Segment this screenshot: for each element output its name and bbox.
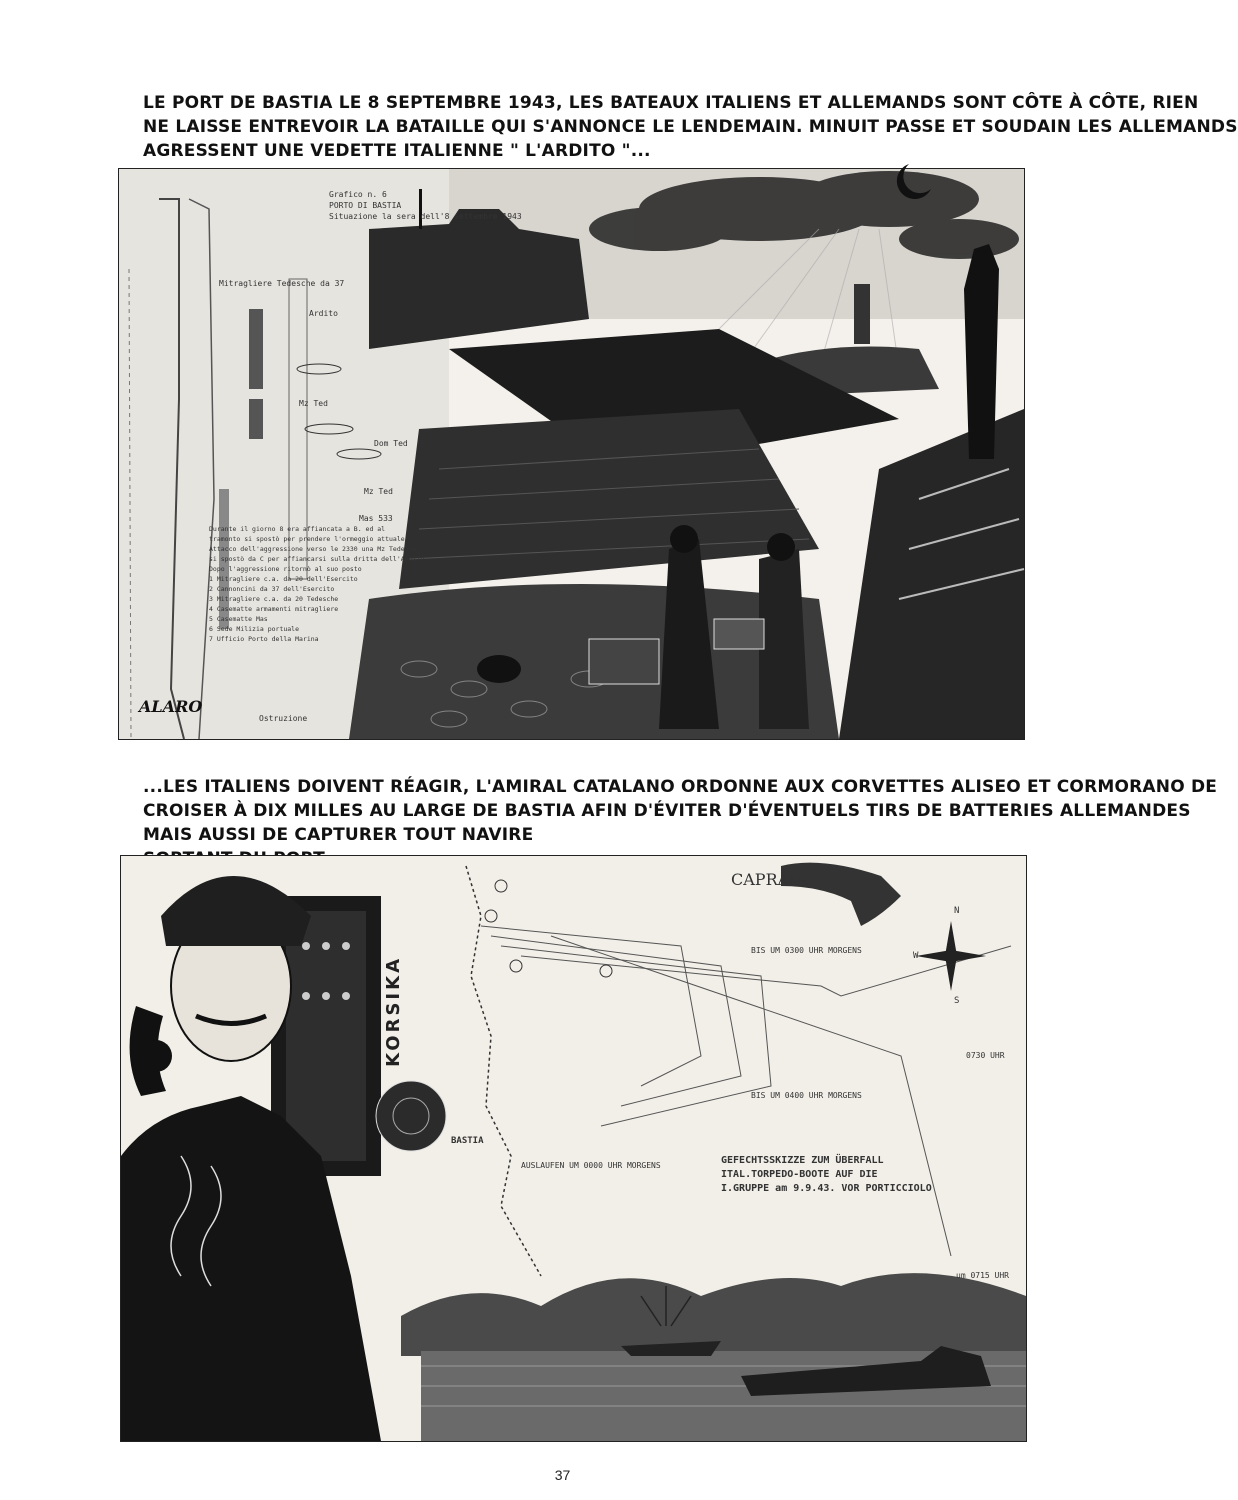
compass-south-label: S xyxy=(954,996,960,1006)
legend-line: Dopo l'aggressione ritornò al suo posto xyxy=(209,565,362,573)
panel-bastia-harbor xyxy=(118,168,1025,740)
map-header-line: Grafico n. 6 xyxy=(329,190,387,199)
legend-line: Attacco dell'aggressione verso le 2330 una Mz Tedesca xyxy=(209,545,417,553)
caption-line: MAIS AUSSI DE CAPTURER TOUT NAVIRE xyxy=(143,825,534,845)
map-header-line: PORTO DI BASTIA xyxy=(329,201,402,210)
battle-sketch-title-line: ITAL.TORPEDO-BOOTE AUF DIE xyxy=(721,1169,878,1180)
caption-line: ...LES ITALIENS DOIVENT RÉAGIR, L'AMIRAL CATALANO ORDONNE AUX CORVETTES ALISEO ET CORMORANO DE xyxy=(143,777,1218,797)
legend-line: 3 Mitragliere c.a. da 20 Tedesche xyxy=(209,595,339,603)
battle-sketch-title xyxy=(721,1154,932,1196)
map-label-time: BIS UM 0300 UHR MORGENS xyxy=(751,946,862,955)
map-label-time: um 0715 UHR xyxy=(956,1271,1009,1280)
map-label-capraia: CAPRAIA xyxy=(731,870,808,889)
map-label-time: BIS UM 0400 UHR MORGENS xyxy=(751,1091,862,1100)
map-header-line: Situazione la sera dell'8 settembre 1943 xyxy=(329,212,522,221)
map-header xyxy=(329,189,522,222)
legend-line: 2 Cannoncini da 37 dell'Esercito xyxy=(209,585,335,593)
legend-line: 5 Casematte Mas xyxy=(209,615,268,623)
caption-line: LE PORT DE BASTIA LE 8 SEPTEMBRE 1943, LES BATEAUX ITALIENS ET ALLEMANDS SONT CÔTE À CÔTE, RIEN xyxy=(143,93,1199,113)
map-label: Mz Ted xyxy=(299,399,328,408)
map-legend xyxy=(209,524,424,644)
map-label-korsika: KORSIKA xyxy=(383,956,404,1067)
map-label-time: AUSLAUFEN UM 0000 UHR MORGENS xyxy=(521,1161,661,1170)
map-label-time: 0730 UHR xyxy=(966,1051,1005,1060)
panel-admiral-battle-map xyxy=(120,855,1027,1442)
legend-line: 1 Mitragliere c.a. da 20 dell'Esercito xyxy=(209,575,358,583)
map-label-bastia: BASTIA xyxy=(451,1136,484,1146)
harbor-illustration xyxy=(119,169,1024,739)
map-label: Ardito xyxy=(309,309,338,318)
map-label: Mitragliere Tedesche da 37 xyxy=(219,279,345,288)
caption-line: AGRESSENT UNE VEDETTE ITALIENNE " L'ARDITO "... xyxy=(143,141,651,161)
legend-line: 7 Ufficio Porto della Marina xyxy=(209,635,319,643)
battle-map-illustration xyxy=(121,856,1026,1441)
map-label: Ostruzione xyxy=(259,714,308,723)
compass-west-label: W xyxy=(913,951,919,961)
page-number: 37 xyxy=(554,1467,571,1483)
compass-north-label: N xyxy=(954,906,960,916)
map-label: Mz Ted xyxy=(364,487,393,496)
caption-line: NE LAISSE ENTREVOIR LA BATAILLE QUI S'ANNONCE LE LENDEMAIN. MINUIT PASSE ET SOUDAIN LES ALLEMANDS xyxy=(143,117,1238,137)
artist-signature: ALARO xyxy=(139,697,203,716)
map-label: Dom Ted xyxy=(374,439,408,448)
legend-line: tramonto si spostò per prendere l'ormeggio attuale xyxy=(209,535,405,543)
legend-line: 4 Casematte armamenti mitragliere xyxy=(209,605,339,613)
caption-line: CROISER À DIX MILLES AU LARGE DE BASTIA AFIN D'ÉVITER D'ÉVENTUELS TIRS DE BATTERIES ALLEMANDES xyxy=(143,801,1191,821)
map-label: Mas 533 xyxy=(359,514,393,523)
legend-line: si spostò da C per affiancarsi sulla dritta dell'ARDITO xyxy=(209,555,425,563)
caption-top xyxy=(143,91,1238,163)
legend-line: Durante il giorno 8 era affiancata a B. ed al xyxy=(209,525,386,533)
battle-sketch-title-line: GEFECHTSSKIZZE ZUM ÜBERFALL xyxy=(721,1155,884,1166)
legend-line: 6 Sede Milizia portuale xyxy=(209,625,300,633)
battle-sketch-title-line: I.GRUPPE am 9.9.43. VOR PORTICCIOLO xyxy=(721,1183,932,1194)
